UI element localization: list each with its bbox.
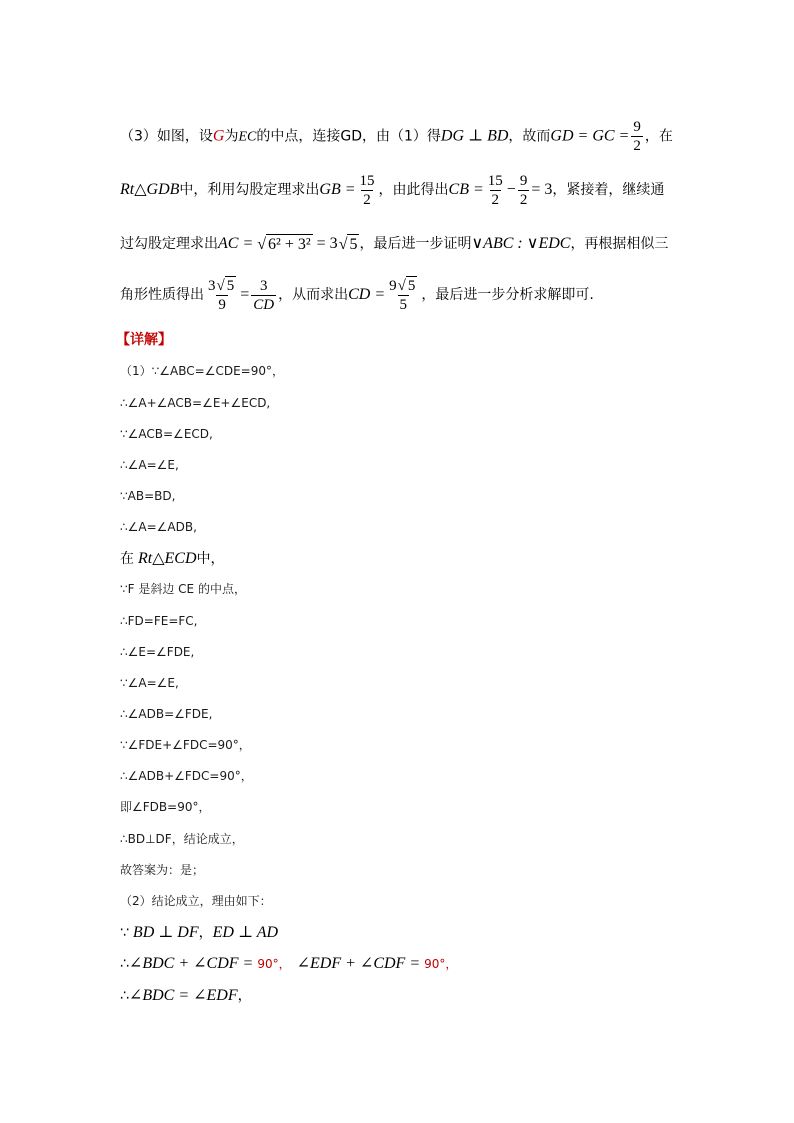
- math-rt-ecd: Rt△ECD: [138, 550, 197, 567]
- math-gd-gc: GD = GC =: [550, 127, 630, 145]
- text: ，紧接着，继续通: [552, 182, 665, 198]
- radicand: 5: [349, 235, 358, 253]
- text: 角形性质得出: [120, 287, 204, 303]
- equals-three: = 3: [316, 235, 338, 252]
- explanation-line-3: [120, 232, 668, 256]
- coef: 9: [389, 278, 397, 294]
- denominator: 2: [519, 191, 528, 208]
- numerator: 15: [359, 172, 375, 189]
- text: 为: [224, 128, 239, 145]
- therefore-symbol: ∴: [120, 956, 129, 972]
- proof-line-14: 即∠FDB=90°，: [120, 800, 211, 814]
- math-cb: CB =: [448, 181, 484, 198]
- proof-line-2: ∴∠A+∠ACB=∠E+∠ECD,: [120, 396, 271, 410]
- proof-line-3: ∵∠ACB=∠ECD,: [120, 427, 213, 441]
- sqrt-five: [338, 234, 360, 255]
- because-symbol: ∵: [120, 925, 129, 941]
- proof-line-12: ∵∠FDE+∠FDC=90°，: [120, 738, 251, 752]
- text: ，由此得出: [378, 182, 449, 198]
- numerator: [206, 276, 238, 295]
- radical-sign: √: [216, 278, 225, 294]
- text: ，最后进一步证明: [359, 236, 472, 252]
- math-ed-perp-ad: ED ⊥ AD: [212, 924, 279, 941]
- math-bdc-edf: ∠BDC = ∠EDF: [128, 987, 238, 1004]
- explanation-line-1: [120, 118, 673, 154]
- proof-line-6: ∴∠A=∠ADB,: [120, 520, 197, 534]
- value-90: 90°，: [424, 957, 458, 971]
- math-ac: AC =: [218, 235, 254, 252]
- text: 过勾股定理求出: [120, 236, 218, 252]
- value-90: 90°，: [257, 957, 291, 971]
- detail-heading: 【详解】: [116, 332, 172, 348]
- fraction-15-2: [358, 172, 377, 209]
- radical-sign: √: [257, 235, 267, 253]
- proof-line-17: （2）结论成立，理由如下：: [120, 894, 272, 908]
- therefore-symbol: ∴: [120, 988, 129, 1004]
- text: （3）如图，设: [120, 128, 213, 145]
- equals-three: = 3: [531, 181, 553, 198]
- in-rt-ecd-line: [120, 549, 225, 569]
- fraction-3-cd: [251, 277, 276, 314]
- text: ，从而求出: [278, 287, 349, 303]
- proof-line-8: ∴FD=FE=FC,: [120, 614, 198, 628]
- math-rt-gdb: Rt△GDB: [120, 181, 180, 198]
- numerator: 9: [519, 172, 528, 189]
- proof-line-15: ∴BD⊥DF，结论成立，: [120, 832, 244, 846]
- text: 的中点，连接GD，由（1）得: [256, 128, 441, 145]
- fraction-9root5-5: [387, 276, 419, 314]
- text: ，故而: [508, 128, 551, 145]
- bd-perp-df-line: [120, 923, 278, 943]
- denominator: 2: [363, 191, 371, 208]
- math-similar-triangles: ∨ABC : ∨EDC: [471, 235, 571, 252]
- explanation-line-2: [120, 170, 664, 210]
- math-ec: EC: [238, 129, 257, 145]
- text: 中，利用勾股定理求出: [179, 182, 320, 198]
- proof-line-9: ∴∠E=∠FDE,: [120, 645, 195, 659]
- radicand: 5: [226, 278, 235, 294]
- minus-sign: −: [506, 181, 516, 198]
- math-bd-perp-df: BD ⊥ DF: [132, 924, 199, 941]
- math-g: G: [212, 127, 225, 145]
- angle-equal-line: [120, 986, 252, 1006]
- numerator: 9: [633, 119, 641, 135]
- proof-line-11: ∴∠ADB=∠FDE,: [120, 707, 213, 721]
- radicand: 6² + 3²: [268, 235, 311, 253]
- text: ，再根据相似三: [570, 236, 669, 252]
- radical-sign: √: [338, 235, 348, 253]
- angle-sum-line: [120, 954, 457, 974]
- numerator: 15: [487, 172, 503, 189]
- radicand: 5: [407, 278, 416, 294]
- math-bdc-cdf: ∠BDC + ∠CDF =: [128, 955, 254, 972]
- fraction-9-2: [518, 172, 530, 209]
- text: ，最后进一步分析求解即可.: [421, 287, 594, 303]
- radical-sign: √: [397, 278, 406, 294]
- proof-line-5: ∵AB=BD,: [120, 489, 176, 503]
- math-cd: CD =: [348, 286, 386, 303]
- proof-line-13: ∴∠ADB+∠FDC=90°，: [120, 769, 253, 783]
- equals-sign: =: [240, 286, 250, 303]
- denominator: 9: [218, 297, 226, 313]
- numerator: [387, 276, 419, 295]
- proof-line-1: （1）∵∠ABC=∠CDE=90°，: [120, 364, 284, 378]
- proof-line-4: ∴∠A=∠E,: [120, 458, 179, 472]
- denominator: 5: [399, 297, 407, 313]
- fraction-15-2: [486, 172, 505, 209]
- fraction-3root5-9: [206, 276, 238, 314]
- proof-line-16: 故答案为：是；: [120, 863, 205, 877]
- text: 中，: [196, 551, 225, 567]
- text: ，: [237, 988, 252, 1004]
- text: ，: [198, 925, 213, 941]
- numerator: 3: [259, 277, 268, 294]
- denominator: 2: [633, 138, 641, 154]
- math-dg-perp-bd: DG ⊥ BD: [440, 127, 509, 145]
- math-edf-cdf: ∠EDF + ∠CDF =: [296, 955, 421, 972]
- denominator: CD: [253, 296, 275, 313]
- fraction-9-2: [631, 118, 643, 155]
- explanation-line-4: [120, 274, 594, 316]
- coef: 3: [208, 278, 216, 294]
- text: 在: [120, 551, 134, 567]
- math-gb: GB =: [319, 181, 356, 198]
- proof-line-10: ∵∠A=∠E,: [120, 676, 179, 690]
- text: ，在: [644, 128, 673, 145]
- proof-line-7: ∵F 是斜边 CE 的中点，: [120, 582, 246, 596]
- denominator: 2: [491, 191, 500, 208]
- sqrt-expression: [256, 234, 312, 255]
